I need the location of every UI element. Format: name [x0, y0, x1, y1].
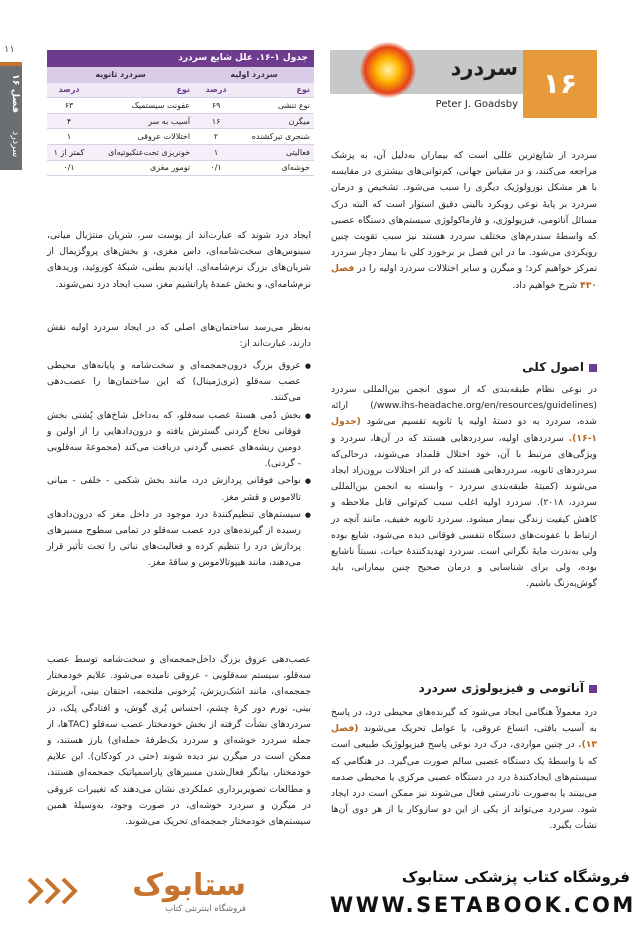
cell-secondary-type: تومور مغزی — [91, 160, 194, 176]
list-item: ● عروق بزرگ درون‌جمجمه‌ای و سخت‌شامه و پایانه‌های محیطی عصب سه‌قلو (تری‌ژمینال) که این ساختمان‌ها را عصب‌دهی می‌کنند. — [47, 358, 311, 407]
list-item: ● بخش دُمی هستهٔ عصب سه‌قلو، که به‌داخل شاخ‌های پُشتی بخش فوقانی نخاع گردنی گسترش یافته و درون‌دادهایی را از اولین و دومین ریشه‌های عصبی گردنی دریافت می‌کند (مجموعهٔ سه‌قلویی - گردنی). — [47, 408, 311, 473]
side-tab-accent — [0, 62, 22, 66]
intro-text-end: شرح خواهیم داد. — [512, 279, 578, 291]
section-heading-anatomy — [331, 681, 597, 695]
primary-header: سردرد اولیه — [194, 67, 314, 82]
table-row — [47, 113, 314, 129]
col-type: نوع — [91, 82, 194, 98]
anatomy-text-cont: در چنین مواردی، درک درد نوعی پاسخ فیزیولوژیک طبیعی است که با واسطهٔ یک دستگاه عصبی سالم صورت می‌گیرد. در هنگامی که سیستم‌های ایجادکنندهٔ درد در دستگاه عصبی مرکزی یا محیطی صدمه می‌بینند یا به‌صورت نادرستی فعال می‌شوند نیز ممکن است درد ایجاد شود. سردرد می‌تواند از یکی از این دو سازوکار یا از هر دوی آن‌ها نشأت بگیرد. — [331, 739, 597, 832]
left-paragraph-2: به‌نظر می‌رسد ساختمان‌های اصلی که در ایجاد سردرد اولیه نقش دارند، عبارت‌اند از: — [47, 322, 311, 350]
secondary-header: سردرد ثانویه — [47, 67, 194, 82]
cell-primary-type: میگرن — [238, 113, 314, 129]
cell-secondary-pct: کمتر از ۱ — [47, 144, 91, 160]
cell-primary-pct: ۰/۱ — [194, 160, 238, 176]
cell-secondary-type: عفونت سیستمیک — [91, 98, 194, 114]
cell-primary-pct: ۲ — [194, 129, 238, 145]
anatomy-text: درد معمولاً هنگامی ایجاد می‌شود که گیرنده‌های محیطی درد، در پاسخ به آسیب بافتی، اتساع عروقی، یا عوامل تحریک می‌شوند — [331, 707, 597, 735]
cell-primary-type: شنجری تیرکشنده — [238, 129, 314, 145]
list-item: ● سیستم‌های تنظیم‌کنندهٔ درد موجود در داخل مغز که درون‌دادهای رسیده از گیرنده‌های درد عصب سه‌قلو در تمامی سطوح مسیرهای پردازش درد را تنظیم کرده و فعالیت‌های نباتی را تحت تأثیر قرار می‌دهند، مانند هیپوتالاموس و ساقهٔ مغز. — [47, 507, 311, 572]
chapter-side-tab — [0, 62, 22, 170]
table-row — [47, 98, 314, 114]
table-title: جدول ۱-۱۶. علل شایع سردرد — [47, 50, 314, 67]
cell-secondary-pct: ۶۳ — [47, 98, 91, 114]
intro-text: سردرد از شایع‌ترین عللی است که بیماران به‌دلیل آن، به پزشک مراجعه می‌کنند، و در مقیاس جهانی، کم‌توانی‌های بیشتری در مقایسه با هر مشکل نورولوژیک دیگری را سبب می‌شود. تشخیص و درمان سردرد بر پایهٔ نوعی رویکرد بالینی دقیق استوار است که البته درک مسائل آناتومی، فیزیولوژی، و فارماکولوژی سیستم‌های دستگاه عصبی که واسطهٔ سندرم‌های مختلف سردرد هستند نیز سبب تقویت چنین رویکردی می‌شود. ما در این فصل بر برخورد کلی با بیمار دچار سردرد تمرکز خواهیم کرد؛ و میگرن و سایر اختلالات سردرد اولیه را در — [331, 150, 597, 275]
side-tab-chapter: فصل ۱۶ — [10, 73, 21, 113]
store-name: فروشگاه کتاب پزشکی ستابوک — [401, 868, 630, 886]
table-row — [47, 144, 314, 160]
side-tab-topic: سردرد — [10, 130, 21, 158]
chapter-author: Peter J. Goadsby — [435, 99, 518, 110]
intro-paragraph — [331, 148, 597, 294]
anatomy-paragraph — [331, 705, 597, 859]
cell-secondary-type: خونریزی تحت‌عنکبوتیه‌ای — [91, 144, 194, 160]
page-number: ۱۱ — [4, 44, 15, 55]
general-text-cont: سردردهای اولیه، سردردهایی هستند که در آن‌ها، سردرد و ویژگی‌های مرتبط با آن، خود اختلال قلمداد می‌شوند، درحالی‌که سردردهای ثانویه، سردردهایی هستند که در اثر اختلالات برون‌زاد ایجاد می‌شوند (کمیتهٔ طبقه‌بندی سردرد - وابسته به انجمن بین‌المللی سردرد، ۲۰۱۸). سردرد اولیه اغلب سبب کم‌توانی قابل ملاحظه و کاهش کیفیت زندگی بیمار میشود. سردرد ثانویه خفیف، مانند آنچه در ارتباط با عفونت‌های دستگاه تنفسی فوقانی دیده می‌شود، شایع بوده ولی به‌ندرت مایهٔ نگرانی است. سردرد تهدیدکنندهٔ حیات، نسبتاً ناشایع بوده، ولی برای شناسایی و درمان صحیح چنین بیمارانی، باید گوش‌به‌زنگ باشیم. — [331, 432, 597, 590]
col-type: نوع — [238, 82, 314, 98]
store-logo: ستابوک — [132, 868, 246, 903]
cell-primary-pct: ۶۹ — [194, 98, 238, 114]
chapter13-link[interactable]: (فصل ۱۳). — [331, 723, 597, 751]
cell-secondary-type: آسیب به سر — [91, 113, 194, 129]
cell-primary-type: فعالیتی — [238, 144, 314, 160]
chapter-link[interactable]: فصل ۴۳۰ — [331, 263, 597, 291]
primary-structures-list — [47, 358, 311, 573]
cell-primary-type: خوشه‌ای — [238, 160, 314, 176]
cell-secondary-pct: ۰/۱ — [47, 160, 91, 176]
section-title: آناتومی و فیزیولوژی سردرد — [418, 681, 584, 695]
table-row — [47, 129, 314, 145]
table-link[interactable]: (جدول ۱-۱۶). — [331, 416, 597, 444]
cell-primary-pct: ۱ — [194, 144, 238, 160]
general-paragraph — [331, 382, 597, 593]
section-title: اصول کلی — [522, 360, 584, 374]
section-heading-general — [331, 360, 597, 374]
cell-secondary-type: اختلالات عروقی — [91, 129, 194, 145]
cell-secondary-pct: ۴ — [47, 113, 91, 129]
col-percent: درصد — [194, 82, 238, 98]
col-percent: درصد — [47, 82, 91, 98]
section-square-icon — [589, 685, 597, 693]
left-paragraph-3: عصب‌دهی عروق بزرگ داخل‌جمجمه‌ای و سخت‌شامه توسط عصب سه‌قلو، سیستم سه‌قلویی - عروقی نامیده می‌شود. علایم خودمختار جمجمه‌ای، مانند اشک‌ریزش، پُرخونی ملتحمه، احتقان بینی، آبریزش بینی، تورم دور کرهٔ چشم، احساس پُری گوش، و افتادگی پلک، در سردردهای نشأت گرفته از بخش خودمختار عصب سه‌قلو (TAC‌ها، از جمله سردرد خوشه‌ای و سردرد یک‌طرفهٔ حمله‌ای) بارز هستند، و ممکن است در میگرن نیز دیده شوند (حتی در کودکان). این علایم خودمختار، بیانگر فعال‌شدن مسیرهای پاراسمپاتیک جمجمه‌ای هستند، و مطالعات تصویربرداری عملکردی نشان می‌دهند که تغییرات عروقی در میگرن و سردرد خوشه‌ای، در صورت وجود، به‌وسیلهٔ همین سیستم‌های خودمختار جمجمه‌ای تحریک می‌شوند. — [47, 654, 311, 828]
store-url[interactable]: WWW.SETABOOK.COM — [330, 893, 636, 917]
logo-arrows-icon — [24, 876, 94, 906]
left-paragraph-1: ایجاد درد شوند که عبارت‌اند از پوست سر، شریان منتژیال میانی، سینوس‌های سخت‌شامه‌ای، داس مغزی، و بخش‌های پروگزیمال از شریان‌های بزرگ نرم‌شامه‌ای. اپاندیم بطنی، شبکهٔ کوروئید، وریدهای نرم‌شامه‌ای، و بخش عمدهٔ پارانشیم مغز، سبب ایجاد درد نمی‌شوند. — [47, 230, 311, 290]
section-square-icon — [589, 364, 597, 372]
cell-primary-pct: ۱۶ — [194, 113, 238, 129]
cell-secondary-pct: ۱ — [47, 129, 91, 145]
store-logo-subtitle: فروشگاه اینترنتی کتاب — [165, 904, 246, 914]
cell-primary-type: نوع تنشی — [238, 98, 314, 114]
general-text: در نوعی نظام طبقه‌بندی که از سوی انجمن بین‌المللی سردرد (www.ihs-headache.org/en/resources/guidelines/) ارائه شده، سردرد به دو دستهٔ اولیه یا ثانویه تقسیم می‌شود — [331, 384, 598, 428]
list-item: ● نواحی فوقانی پردازش درد، مانند بخش شکمی - خلفی - میانی تالاموس و قشر مغز. — [47, 473, 311, 505]
chapter-number: ۱۶ — [523, 50, 597, 118]
table-row — [47, 160, 314, 176]
headache-causes-table — [47, 67, 314, 176]
chapter-title: سردرد — [450, 56, 518, 80]
